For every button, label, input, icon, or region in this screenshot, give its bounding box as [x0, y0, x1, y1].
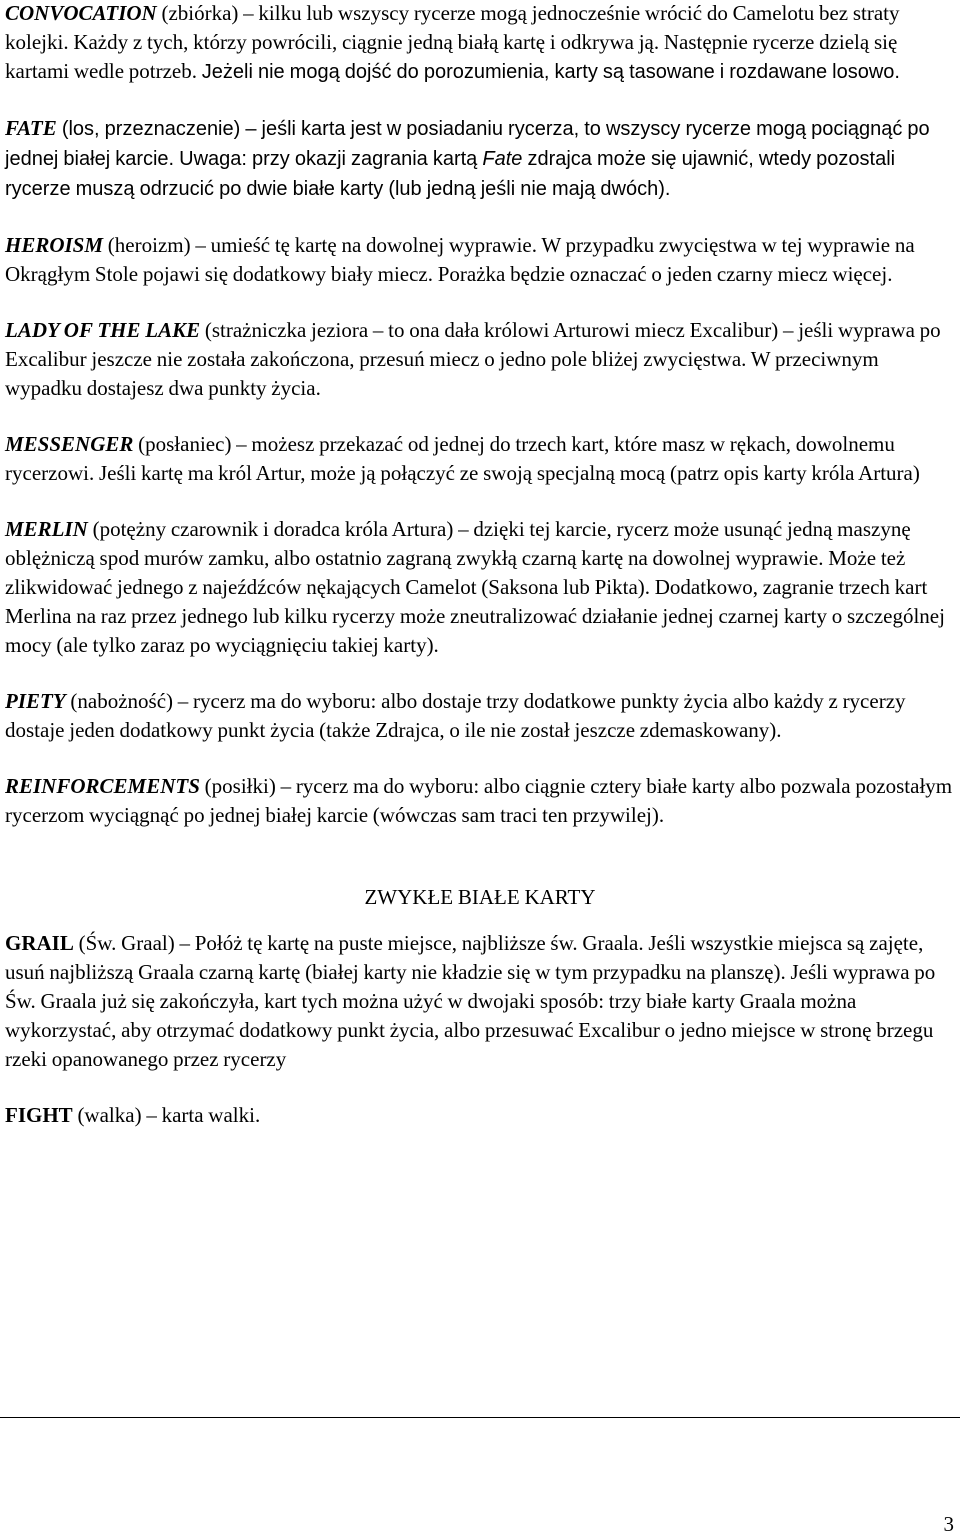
- text-heroism: (heroizm) – umieść tę kartę na dowolnej wyprawie. W przypadku zwycięstwa w tej wyprawie na Okrągłym Stole pojawi się dodatkowy biały miecz. Porażka będzie oznaczać o jeden czarny miecz więcej.: [5, 233, 915, 286]
- text-lady-of-the-lake: (strażniczka jeziora – to ona dała królowi Arturowi miecz Excalibur) – jeśli wyprawa po Excalibur jeszcze nie została zakończona, przesuń miecz o jedno pole bliżej zwycięstwa. W przeciwnym wypadku dostajesz dwa punkty życia.: [5, 318, 941, 400]
- text-fate-1: (los, przeznaczenie) – jeśli karta jest w posiadaniu rycerza, to wszyscy rycerze mogą pociągnąć po jednej białej karcie.: [5, 118, 930, 170]
- term-fight: FIGHT: [5, 1103, 73, 1127]
- footer-divider: [0, 1417, 960, 1418]
- term-convocation: CONVOCATION: [5, 1, 157, 25]
- term-messenger: MESSENGER: [5, 432, 134, 456]
- paragraph-lady-of-the-lake: [5, 316, 955, 403]
- text-grail: (Św. Graal) – Połóż tę kartę na puste miejsce, najbliższe św. Graala. Jeśli wszystkie miejsca są zajęte, usuń najbliższą Graala czarną kartę (białej karty nie kładzie się w tym przypadku na planszę). Jeśli wyprawa po Św. Graala już się zakończyła, kart tych można użyć w dwojaki sposób: trzy białe karty Graala można wykorzystać, aby otrzymać dodatkowy punkt życia, albo przesuwać Excalibur o jedno miejsce w stronę brzegu rzeki opanowanego przez rycerzy: [5, 931, 936, 1071]
- paragraph-heroism: [5, 231, 955, 289]
- paragraph-reinforcements: [5, 772, 955, 830]
- term-fate-inline: Fate: [482, 148, 523, 170]
- term-piety: PIETY: [5, 689, 66, 713]
- text-piety: (nabożność) – rycerz ma do wyboru: albo dostaje trzy dodatkowe punkty życia albo każdy z rycerzy dostaje jeden dodatkowy punkt życia (także Zdrajca, o ile nie został jeszcze zdemaskowany).: [5, 689, 906, 742]
- text-fight: (walka) – karta walki.: [72, 1103, 261, 1127]
- term-merlin: MERLIN: [5, 517, 88, 541]
- term-grail: GRAIL: [5, 931, 74, 955]
- text-convocation-2: Jeżeli nie mogą dojść do porozumienia, karty są tasowane i rozdawane losowo.: [201, 61, 900, 83]
- text-merlin: (potężny czarownik i doradca króla Artura) – dzięki tej karcie, rycerz może usunąć jedną maszynę oblężniczą spod murów zamku, albo ostatnio zagraną zwykłą czarną kartę na dowolnej wyprawie. Może też zlikwidować jednego z najeźdźców nękających Camelot (Saksona lub Pikta). Dodatkowo, zagranie trzech kart Merlina na raz przez jednego lub kilku rycerzy może zneutralizować działanie jednej czarnej karty o szczególnej mocy (ale tylko zaraz po wyciągnięciu takiej karty).: [5, 517, 945, 657]
- paragraph-merlin: [5, 515, 955, 660]
- term-heroism: HEROISM: [5, 233, 104, 257]
- paragraph-fight: [5, 1101, 955, 1130]
- term-fate: FATE: [5, 116, 57, 140]
- section-heading: ZWYKŁE BIAŁE KARTY: [364, 885, 596, 909]
- paragraph-fate: [5, 114, 955, 204]
- term-lady-of-the-lake: LADY OF THE LAKE: [5, 318, 201, 342]
- text-fate-3: zdrajca może się ujawnić, wtedy pozostali rycerze muszą odrzucić po dwie białe karty (lub jedną jeśli nie mają dwóch).: [5, 148, 896, 200]
- text-fate-2: Uwaga: przy okazji zagrania kartą: [179, 148, 483, 170]
- paragraph-convocation: [5, 0, 955, 87]
- document-page: [5, 0, 955, 1157]
- text-convocation-1: (zbiórka) – kilku lub wszyscy rycerze mogą jednocześnie wrócić do Camelotu bez straty kolejki. Każdy z tych, którzy powrócili, ciągnie jedną białą kartę i odkrywa ją. Następnie rycerze dzielą się kartami wedle potrzeb.: [5, 1, 900, 83]
- paragraph-grail: [5, 929, 955, 1074]
- text-reinforcements: (posiłki) – rycerz ma do wyboru: albo ciągnie cztery białe karty albo pozwala pozostałym rycerzom wyciągnąć po jednej białej karcie (wówczas sam traci ten przywilej).: [5, 774, 953, 827]
- term-reinforcements: REINFORCEMENTS: [5, 774, 200, 798]
- text-messenger: (posłaniec) – możesz przekazać od jednej do trzech kart, które masz w rękach, dowolnemu rycerzowi. Jeśli kartę ma król Artur, może ją połączyć ze swoją specjalną mocą (patrz opis karty króla Artura): [5, 432, 920, 485]
- page-number: 3: [943, 1512, 954, 1536]
- paragraph-messenger: [5, 430, 955, 488]
- paragraph-piety: [5, 687, 955, 745]
